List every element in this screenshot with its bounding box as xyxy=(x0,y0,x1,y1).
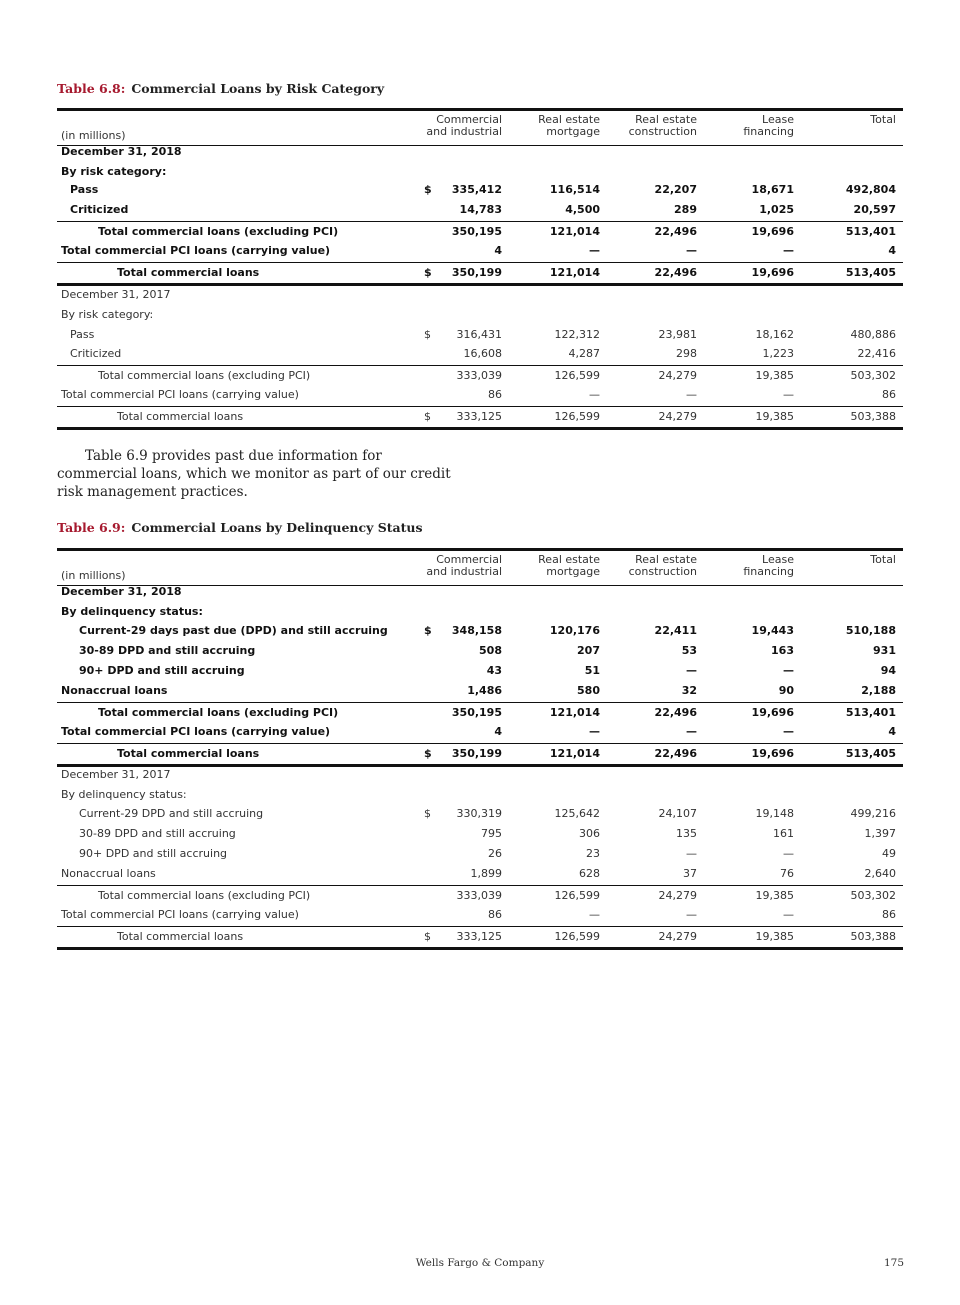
table-cell: 19,385 xyxy=(755,930,794,943)
table-row xyxy=(57,180,903,200)
table-cell: 90 xyxy=(778,684,794,697)
body-paragraph: Table 6.9 provides past due information for commercial loans, which we monitor as part of our credit risk management practices. xyxy=(57,448,451,500)
row-label: Pass xyxy=(70,328,95,341)
table-cell: 24,107 xyxy=(658,807,697,820)
table-cell: 163 xyxy=(771,644,794,657)
table-6-9-header xyxy=(57,548,903,586)
row-label: Total commercial loans (excluding PCI) xyxy=(98,225,339,238)
table-cell: 19,385 xyxy=(755,410,794,423)
table-cell: 121,014 xyxy=(549,706,600,719)
units-label: (in millions) xyxy=(61,569,126,582)
row-label: Criticized xyxy=(70,347,122,360)
dollar-sign: $ xyxy=(424,807,431,820)
row-label: Total commercial PCI loans (carrying value) xyxy=(61,244,331,257)
table-cell: 43 xyxy=(486,664,502,677)
table-cell: 24,279 xyxy=(658,410,697,423)
table-cell: — xyxy=(589,725,600,738)
table-row xyxy=(57,905,903,925)
table-cell: 121,014 xyxy=(549,225,600,238)
row-label: December 31, 2018 xyxy=(61,145,182,158)
table-cell: 22,496 xyxy=(654,747,697,760)
table-cell: 508 xyxy=(479,644,502,657)
table-cell: 126,599 xyxy=(554,369,600,382)
table-cell: — xyxy=(783,908,794,921)
table-cell: — xyxy=(686,244,697,257)
table-row xyxy=(57,926,903,950)
table-cell: 22,411 xyxy=(654,624,697,637)
table-cell: 76 xyxy=(780,867,794,880)
table-cell: — xyxy=(686,847,697,860)
table-row xyxy=(57,142,903,162)
units-label: (in millions) xyxy=(61,129,126,142)
table-cell: 492,804 xyxy=(845,183,896,196)
table-cell: — xyxy=(783,725,794,738)
row-label: December 31, 2018 xyxy=(61,585,182,598)
table-cell: 333,125 xyxy=(456,410,502,423)
table-row xyxy=(57,344,903,364)
column-header-lease-financing: Lease financing xyxy=(743,113,794,138)
row-label: Nonaccrual loans xyxy=(61,684,168,697)
table-cell: 513,401 xyxy=(845,225,896,238)
table-cell: 37 xyxy=(683,867,697,880)
table-cell: 24,279 xyxy=(658,889,697,902)
table-cell: — xyxy=(686,388,697,401)
table-cell: 86 xyxy=(882,388,896,401)
table-row xyxy=(57,602,903,622)
table-row xyxy=(57,262,903,286)
table-row xyxy=(57,241,903,261)
row-label: Total commercial loans xyxy=(117,410,244,423)
table-row xyxy=(57,702,903,723)
table-cell: 350,199 xyxy=(451,266,502,279)
table-cell: 126,599 xyxy=(554,410,600,423)
table-cell: 503,388 xyxy=(850,410,896,423)
dollar-sign: $ xyxy=(424,930,431,943)
table-cell: — xyxy=(589,244,600,257)
table-row xyxy=(57,722,903,742)
table-cell: 126,599 xyxy=(554,930,600,943)
table-6-8-caption xyxy=(57,81,384,96)
row-label: 90+ DPD and still accruing xyxy=(79,664,245,677)
table-cell: 94 xyxy=(880,664,896,677)
table-cell: 24,279 xyxy=(658,369,697,382)
table-cell: 19,443 xyxy=(751,624,794,637)
table-cell: 19,696 xyxy=(751,266,794,279)
table-row xyxy=(57,864,903,884)
table-cell: 14,783 xyxy=(459,203,502,216)
table-row xyxy=(57,285,903,305)
table-cell: 503,302 xyxy=(850,369,896,382)
table-row xyxy=(57,621,903,641)
table-row xyxy=(57,804,903,824)
row-label: Total commercial loans (excluding PCI) xyxy=(98,889,311,902)
row-label: Total commercial PCI loans (carrying value) xyxy=(61,908,299,921)
row-label: Nonaccrual loans xyxy=(61,867,156,880)
table-cell: 795 xyxy=(481,827,502,840)
page-number: 175 xyxy=(883,1257,904,1269)
table-cell: — xyxy=(589,908,600,921)
table-cell: 333,039 xyxy=(456,889,502,902)
row-label: 30-89 DPD and still accruing xyxy=(79,827,236,840)
table-cell: 207 xyxy=(577,644,600,657)
column-header-total: Total xyxy=(870,113,896,126)
table-cell: 333,039 xyxy=(456,369,502,382)
table-row xyxy=(57,824,903,844)
footer-company: Wells Fargo & Company xyxy=(415,1257,545,1269)
table-cell: 19,385 xyxy=(755,369,794,382)
table-cell: 86 xyxy=(488,388,502,401)
row-label: By risk category: xyxy=(61,308,154,321)
table-cell: 333,125 xyxy=(456,930,502,943)
table-cell: 22,207 xyxy=(654,183,697,196)
table-cell: 4 xyxy=(888,244,896,257)
table-cell: 503,388 xyxy=(850,930,896,943)
table-row xyxy=(57,641,903,661)
table-row xyxy=(57,785,903,805)
table-cell: 1,223 xyxy=(762,347,794,360)
table-cell: 18,162 xyxy=(755,328,794,341)
table-cell: — xyxy=(686,725,697,738)
dollar-sign: $ xyxy=(424,624,432,637)
table-cell: 26 xyxy=(488,847,502,860)
row-label: Total commercial loans (excluding PCI) xyxy=(98,706,339,719)
table-row xyxy=(57,743,903,767)
table-cell: 86 xyxy=(488,908,502,921)
column-header-re-mortgage: Real estate mortgage xyxy=(538,113,600,138)
table-cell: 350,199 xyxy=(451,747,502,760)
table-row xyxy=(57,681,903,701)
row-label: Total commercial loans xyxy=(117,266,260,279)
row-label: 30-89 DPD and still accruing xyxy=(79,644,256,657)
table-cell: 513,401 xyxy=(845,706,896,719)
column-header-lease-financing: Lease financing xyxy=(743,553,794,578)
table-cell: 510,188 xyxy=(845,624,896,637)
table-row xyxy=(57,162,903,182)
table-cell: 86 xyxy=(882,908,896,921)
table-row xyxy=(57,406,903,430)
table-cell: 289 xyxy=(674,203,697,216)
table-cell: 24,279 xyxy=(658,930,697,943)
table-cell: 126,599 xyxy=(554,889,600,902)
table-cell: 116,514 xyxy=(549,183,600,196)
row-label: By delinquency status: xyxy=(61,788,187,801)
row-label: By risk category: xyxy=(61,165,167,178)
row-label: Total commercial loans xyxy=(117,747,260,760)
table-cell: 1,486 xyxy=(467,684,502,697)
dollar-sign: $ xyxy=(424,266,432,279)
table-cell: 53 xyxy=(681,644,697,657)
table-row xyxy=(57,325,903,345)
table-cell: 2,640 xyxy=(864,867,896,880)
table-cell: 2,188 xyxy=(861,684,896,697)
table-cell: 298 xyxy=(676,347,697,360)
column-header-commercial-industrial: Commercial and industrial xyxy=(426,113,502,138)
column-header-re-mortgage: Real estate mortgage xyxy=(538,553,600,578)
table-cell: 19,696 xyxy=(751,706,794,719)
table-cell: 22,416 xyxy=(857,347,896,360)
table-6-9-caption xyxy=(57,520,423,535)
table-6-8-header xyxy=(57,108,903,146)
table-cell: 931 xyxy=(873,644,896,657)
table-cell: 18,671 xyxy=(751,183,794,196)
dollar-sign: $ xyxy=(424,183,432,196)
table-cell: 628 xyxy=(579,867,600,880)
table-cell: 19,696 xyxy=(751,747,794,760)
table-cell: — xyxy=(783,847,794,860)
row-label: Criticized xyxy=(70,203,129,216)
table-cell: 480,886 xyxy=(850,328,896,341)
table-cell: — xyxy=(686,664,697,677)
dollar-sign: $ xyxy=(424,328,431,341)
table-cell: 4 xyxy=(494,244,502,257)
table-row xyxy=(57,885,903,906)
table-cell: 22,496 xyxy=(654,225,697,238)
table-number: Table 6.8: xyxy=(57,81,126,96)
table-cell: 335,412 xyxy=(451,183,502,196)
table-cell: 120,176 xyxy=(549,624,600,637)
row-label: Total commercial loans xyxy=(117,930,244,943)
table-cell: 125,642 xyxy=(554,807,600,820)
table-cell: 330,319 xyxy=(456,807,502,820)
table-row xyxy=(57,385,903,405)
table-title: Commercial Loans by Risk Category xyxy=(131,81,385,96)
table-cell: — xyxy=(589,388,600,401)
row-label: Pass xyxy=(70,183,99,196)
table-cell: 348,158 xyxy=(451,624,502,637)
table-cell: 32 xyxy=(681,684,697,697)
table-cell: 19,148 xyxy=(755,807,794,820)
table-cell: 20,597 xyxy=(853,203,896,216)
table-cell: 4,287 xyxy=(568,347,600,360)
table-cell: 22,496 xyxy=(654,266,697,279)
table-cell: 513,405 xyxy=(845,266,896,279)
table-cell: 16,608 xyxy=(463,347,502,360)
table-cell: 121,014 xyxy=(549,747,600,760)
table-cell: — xyxy=(686,908,697,921)
table-cell: — xyxy=(783,664,794,677)
table-cell: 23,981 xyxy=(658,328,697,341)
table-cell: 121,014 xyxy=(549,266,600,279)
table-cell: 23 xyxy=(586,847,600,860)
table-cell: 503,302 xyxy=(850,889,896,902)
table-cell: 4 xyxy=(494,725,502,738)
table-cell: 51 xyxy=(584,664,600,677)
table-row xyxy=(57,305,903,325)
row-label: Total commercial PCI loans (carrying value) xyxy=(61,725,331,738)
row-label: December 31, 2017 xyxy=(61,768,171,781)
table-cell: 22,496 xyxy=(654,706,697,719)
table-cell: 350,195 xyxy=(451,225,502,238)
table-cell: 4,500 xyxy=(565,203,600,216)
dollar-sign: $ xyxy=(424,410,431,423)
table-row xyxy=(57,365,903,386)
dollar-sign: $ xyxy=(424,747,432,760)
table-cell: 49 xyxy=(882,847,896,860)
table-cell: 1,025 xyxy=(759,203,794,216)
table-cell: 580 xyxy=(577,684,600,697)
table-cell: — xyxy=(783,388,794,401)
column-header-re-construction: Real estate construction xyxy=(628,113,697,138)
table-cell: 1,397 xyxy=(864,827,896,840)
table-row xyxy=(57,765,903,785)
column-header-commercial-industrial: Commercial and industrial xyxy=(426,553,502,578)
row-label: Current-29 DPD and still accruing xyxy=(79,807,264,820)
table-row xyxy=(57,582,903,602)
table-cell: — xyxy=(783,244,794,257)
table-row xyxy=(57,661,903,681)
column-header-total: Total xyxy=(870,553,896,566)
table-title: Commercial Loans by Delinquency Status xyxy=(131,520,423,535)
row-label: 90+ DPD and still accruing xyxy=(79,847,228,860)
row-label: Total commercial PCI loans (carrying value) xyxy=(61,388,299,401)
row-label: Current-29 days past due (DPD) and still accruing xyxy=(79,624,388,637)
table-cell: 19,385 xyxy=(755,889,794,902)
table-cell: 316,431 xyxy=(456,328,502,341)
column-header-re-construction: Real estate construction xyxy=(628,553,697,578)
table-cell: 1,899 xyxy=(470,867,502,880)
table-cell: 135 xyxy=(676,827,697,840)
table-row xyxy=(57,844,903,864)
row-label: December 31, 2017 xyxy=(61,288,171,301)
table-cell: 513,405 xyxy=(845,747,896,760)
table-cell: 19,696 xyxy=(751,225,794,238)
table-cell: 122,312 xyxy=(554,328,600,341)
table-row xyxy=(57,200,903,220)
table-cell: 161 xyxy=(773,827,794,840)
table-cell: 306 xyxy=(579,827,600,840)
table-row xyxy=(57,221,903,242)
table-cell: 499,216 xyxy=(850,807,896,820)
table-cell: 4 xyxy=(888,725,896,738)
row-label: Total commercial loans (excluding PCI) xyxy=(98,369,311,382)
row-label: By delinquency status: xyxy=(61,605,203,618)
table-number: Table 6.9: xyxy=(57,520,126,535)
table-cell: 350,195 xyxy=(451,706,502,719)
